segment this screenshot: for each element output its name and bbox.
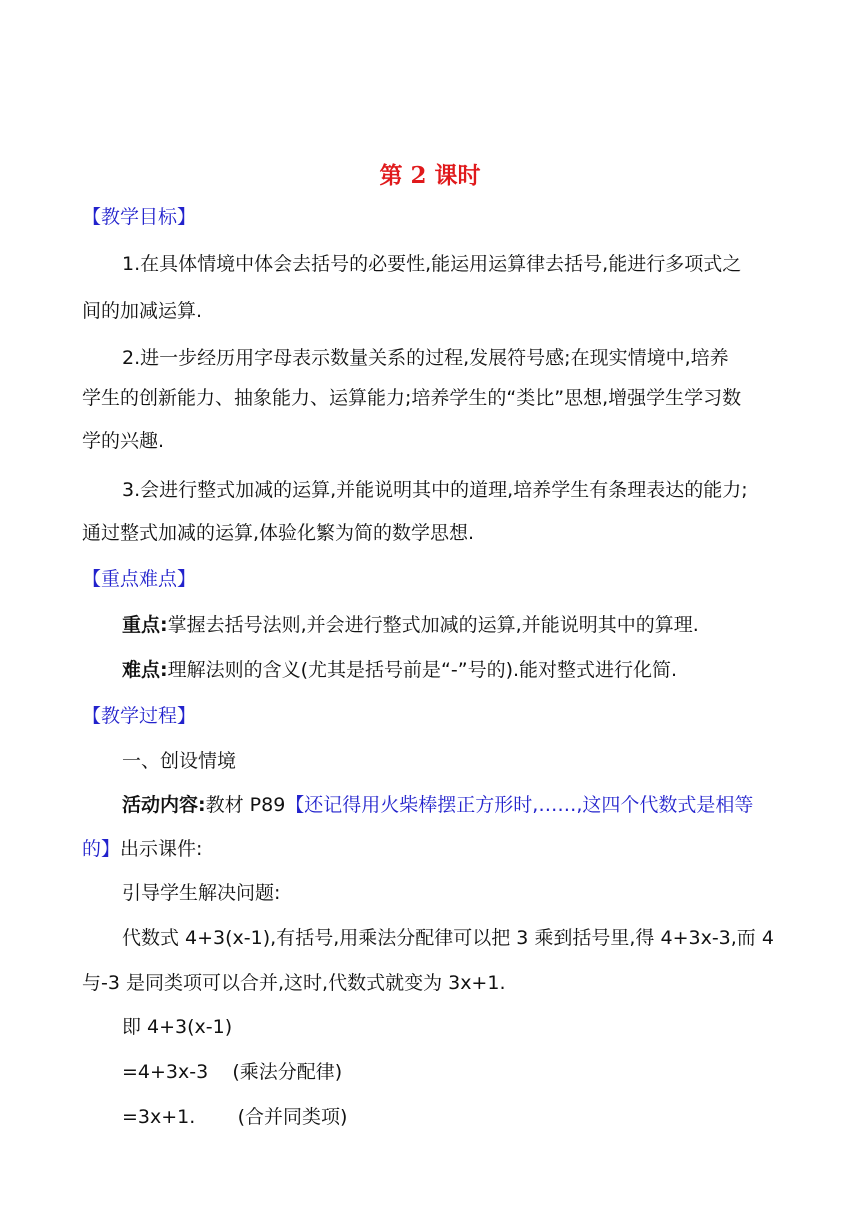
activity-label: 活动内容:: [122, 794, 206, 816]
goal-1-line-2: 间的加减运算.: [82, 300, 203, 322]
explanation-line-2: 与-3 是同类项可以合并,这时,代数式就变为 3x+1.: [82, 972, 506, 994]
page-title: 第 2 课时: [379, 162, 481, 189]
goal-2-line-1: 2.进一步经历用字母表示数量关系的过程,发展符号感;在现实情境中,培养: [122, 347, 729, 369]
goal-1-line-1: 1.在具体情境中体会去括号的必要性,能运用运算律去括号,能进行多项式之: [122, 253, 742, 275]
activity-line-2: [82, 836, 782, 862]
equation-line-3: =3x+1. (合并同类项): [122, 1106, 348, 1128]
key-point-text: 掌握去括号法则,并会进行整式加减的运算,并能说明其中的算理.: [167, 614, 699, 636]
activity-text: 教材 P89: [205, 794, 286, 816]
key-point-label: 重点:: [122, 614, 168, 636]
goal-2-line-3: 学的兴趣.: [82, 430, 165, 452]
equation-line-1: 即 4+3(x-1): [122, 1016, 233, 1038]
explanation-line-1: 代数式 4+3(x-1),有括号,用乘法分配律可以把 3 乘到括号里,得 4+3x-3,而 4: [122, 927, 774, 949]
guide-text: 引导学生解决问题:: [122, 882, 281, 904]
textbook-quote: 【还记得用火柴棒摆正方形时,……,这四个代数式是相等: [285, 794, 754, 816]
activity-tail: 出示课件:: [120, 838, 203, 860]
activity-line-1: [122, 792, 822, 818]
goal-3-line-1: 3.会进行整式加减的运算,并能说明其中的道理,培养学生有条理表达的能力;: [122, 479, 748, 501]
step-1-heading: 一、创设情境: [122, 750, 237, 772]
equation-line-2: =4+3x-3 (乘法分配律): [122, 1061, 343, 1083]
key-point: [122, 612, 822, 638]
difficult-point-label: 难点:: [122, 659, 168, 681]
difficult-point: [122, 657, 822, 683]
teaching-process-heading: 【教学过程】: [82, 705, 197, 727]
goal-3-line-2: 通过整式加减的运算,体验化繁为简的数学思想.: [82, 522, 475, 544]
key-points-heading: 【重点难点】: [82, 568, 197, 590]
difficult-point-text: 理解法则的含义(尤其是括号前是“-”号的).能对整式进行化简.: [167, 659, 678, 681]
teaching-goals-heading: 【教学目标】: [82, 206, 197, 228]
goal-2-line-2: 学生的创新能力、抽象能力、运算能力;培养学生的“类比”思想,增强学生学习数: [82, 387, 742, 409]
textbook-quote-end: 的】: [82, 838, 121, 860]
